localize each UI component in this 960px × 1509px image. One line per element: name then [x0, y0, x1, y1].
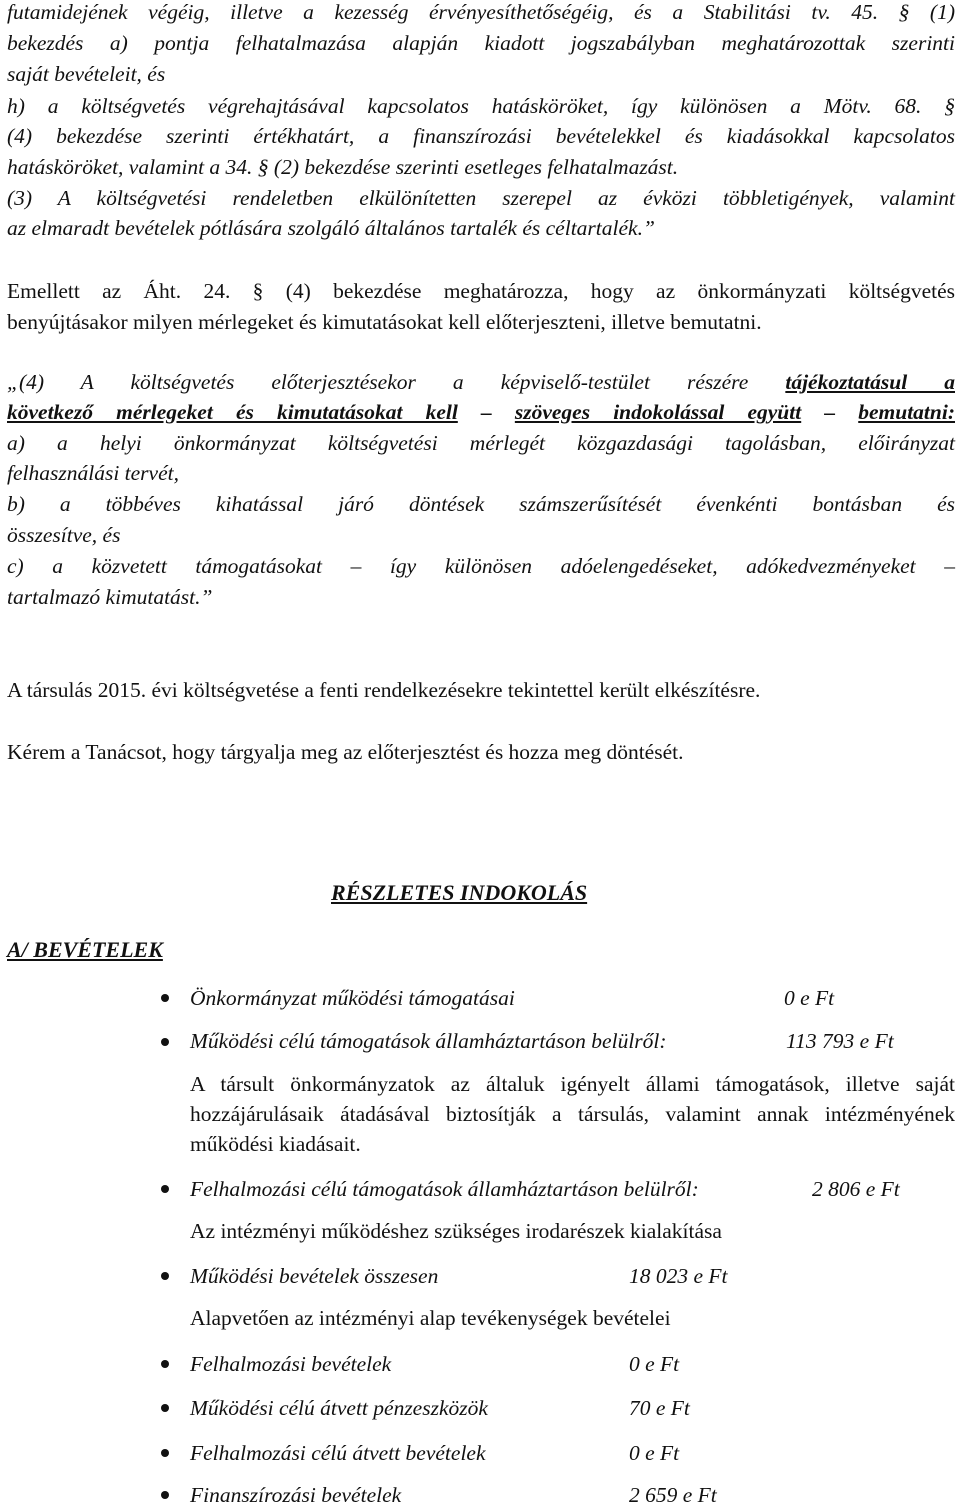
quote-emphasis: következő mérlegeket és kimutatásokat kell: [7, 400, 458, 424]
item-description: A társult önkormányzatok az általuk igényelt állami támogatások, illetve saját hozzájárulásaik átadásával biztosítják a társulás, valamint annak intézményének működési kiadásait.: [190, 1072, 955, 1156]
quote-line: a) a helyi önkormányzat költségvetési mérlegét közgazdasági tagolásban, előirányzat: [7, 431, 955, 455]
item-value: 70 e Ft: [629, 1396, 690, 1420]
text-line: (3) A költségvetési rendeletben elkülönítetten szerepel az évközi többletigények, valamint: [7, 186, 955, 210]
bullet-icon: [161, 1449, 169, 1457]
item-label: Felhalmozási bevételek: [190, 1352, 392, 1376]
text-line: hatásköröket, valamint a 34. § (2) bekezdése szerinti esetleges felhatalmazást.: [7, 155, 679, 179]
item-value: 2 806 e Ft: [812, 1177, 900, 1201]
item-label: Felhalmozási célú átvett bevételek: [190, 1441, 486, 1465]
item-label: Felhalmozási célú támogatások államháztartáson belülről:: [190, 1177, 699, 1201]
item-value: 0 e Ft: [784, 986, 835, 1010]
closing-paragraph: Kérem a Tanácsot, hogy tárgyalja meg az előterjesztést és hozza meg döntését.: [7, 740, 684, 764]
quote-line: összesítve, és: [7, 523, 121, 547]
item-value: 18 023 e Ft: [629, 1264, 728, 1288]
quote-line: [7, 368, 955, 396]
quote-emphasis: tájékoztatásul a: [785, 370, 955, 394]
quote-emphasis: bemutatni:: [858, 400, 955, 424]
text-line: (4) bekezdése szerinti értékhatárt, a finanszírozási bevételekkel és kiadásokkal kapcsolatos: [7, 124, 955, 148]
bullet-icon: [161, 1491, 169, 1499]
text-line: bekezdés a) pontja felhatalmazása alapján kiadott jogszabályban meghatározottak szerinti: [7, 31, 955, 55]
text-line: benyújtásakor milyen mérlegeket és kimutatásokat kell előterjeszteni, illetve bemutatni.: [7, 310, 762, 334]
bullet-icon: [161, 1360, 169, 1368]
item-label: Önkormányzat működési támogatásai: [190, 986, 515, 1010]
quote-line: tartalmazó kimutatást.”: [7, 585, 213, 609]
item-value: 2 659 e Ft: [629, 1483, 717, 1507]
text-line: saját bevételeit, és: [7, 62, 166, 86]
item-value: 113 793 e Ft: [786, 1029, 894, 1053]
closing-paragraph: A társulás 2015. évi költségvetése a fenti rendelkezésekre tekintettel került elkészítésre.: [7, 678, 761, 702]
item-label: Finanszírozási bevételek: [190, 1483, 402, 1507]
quote-text: „(4) A költségvetés előterjesztésekor a képviselő-testület részére: [7, 370, 786, 394]
subsection-title: A/ BEVÉTELEK: [7, 937, 163, 962]
text-line: Emellett az Áht. 24. § (4) bekezdése meghatározza, hogy az önkormányzati költségvetés: [7, 279, 955, 303]
quote-dash: –: [457, 400, 515, 424]
item-label: Működési célú támogatások államháztartáson belülről:: [190, 1029, 667, 1053]
quote-line: felhasználási tervét,: [7, 461, 179, 485]
quote-line: b) a többéves kihatással járó döntések számszerűsítését évenkénti bontásban és: [7, 492, 955, 516]
section-title: RÉSZLETES INDOKOLÁS: [331, 880, 588, 905]
item-description: Alapvetően az intézményi alap tevékenységek bevételei: [190, 1306, 671, 1330]
bullet-icon: [161, 1038, 169, 1046]
item-description: Az intézményi működéshez szükséges irodarészek kialakítása: [190, 1219, 722, 1243]
quote-line: [7, 398, 955, 426]
bullet-icon: [161, 1185, 169, 1193]
bullet-icon: [161, 994, 169, 1002]
text-line: az elmaradt bevételek pótlására szolgáló általános tartalék és céltartalék.”: [7, 216, 655, 240]
item-value: 0 e Ft: [629, 1352, 680, 1376]
item-value: 0 e Ft: [629, 1441, 680, 1465]
item-label: Működési célú átvett pénzeszközök: [190, 1396, 488, 1420]
text-line: h) a költségvetés végrehajtásával kapcsolatos hatásköröket, így különösen a Mötv. 68. §: [7, 94, 955, 118]
bullet-icon: [161, 1404, 169, 1412]
bullet-icon: [161, 1272, 169, 1280]
quote-line: c) a közvetett támogatásokat – így különösen adóelengedéseket, adókedvezményeket –: [7, 554, 955, 578]
quote-dash: –: [801, 400, 859, 424]
quote-emphasis: szöveges indokolással együtt: [514, 400, 802, 424]
item-label: Működési bevételek összesen: [190, 1264, 439, 1288]
text-line: futamidejének végéig, illetve a kezesség érvényesíthetőségéig, és a Stabilitási tv. 45. § (1): [7, 0, 955, 24]
